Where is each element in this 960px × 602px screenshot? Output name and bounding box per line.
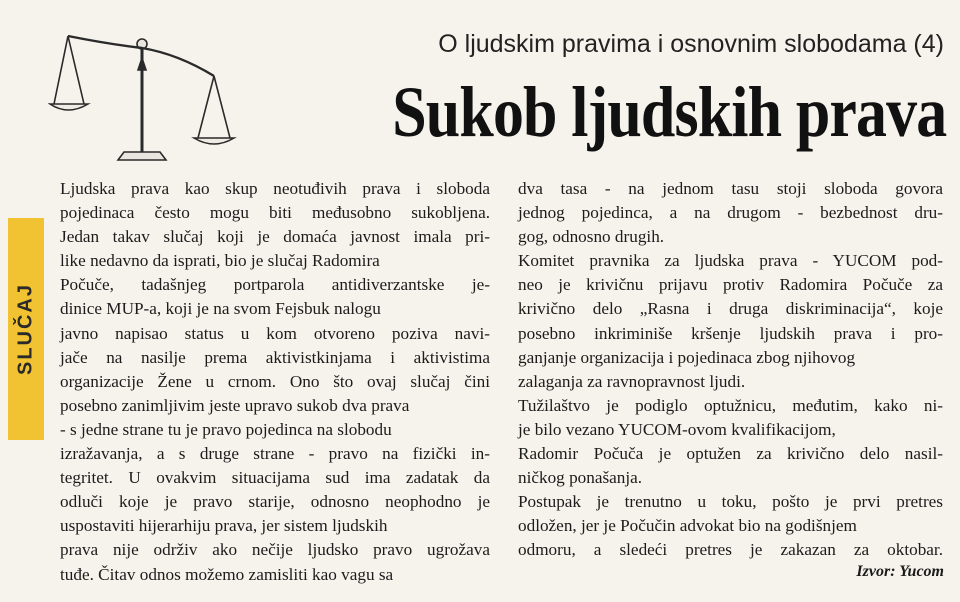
- text-line: posebno inkriminiše kršenje ljudskih prava i pro-: [518, 323, 943, 343]
- text-line: Tužilaštvo je podiglo optužnicu, međutim, kako ni-: [518, 395, 943, 415]
- text-line: ničkog ponašanja.: [518, 468, 643, 488]
- text-line: Jedan takav slučaj koji je domaća javnost imala pri-: [60, 227, 490, 247]
- text-line: Ljudska prava kao skup neotuđivih prava i sloboda: [60, 179, 490, 198]
- text-line: krivično delo „Rasna i druga diskriminacija“, koje: [518, 299, 943, 319]
- text-line: uspostaviti hijerarhiju prava, jer sistem ljudskih: [60, 516, 388, 536]
- text-line: je bilo vezano YUCOM-ovom kvalifikacijom,: [518, 419, 836, 439]
- text-line: jednog pojedinca, a na drugom - bezbednost dru-: [518, 203, 943, 223]
- text-line: tuđe. Čitav odnos možemo zamisliti kao vagu sa: [60, 564, 394, 584]
- text-line: - s jedne strane tu je pravo pojedinca na slobodu: [60, 419, 392, 439]
- text-line: jače na nasilje prema aktivistkinjama i aktivistima: [60, 347, 490, 367]
- text-line: odmoru, a sledeći pretres je zakazan za oktobar.: [518, 540, 943, 560]
- text-line: posebno zanimljivim jeste upravo sukob dva prava: [60, 395, 410, 415]
- text-line: neo je krivičnu prijavu protiv Radomira Počuče za: [518, 275, 943, 295]
- series-title: O ljudskim pravima i osnovnim slobodama (4): [438, 30, 944, 58]
- source-credit: Izvor: Yucom: [856, 563, 944, 580]
- text-line: pojedinaca često mogu biti međusobno sukobljena.: [60, 203, 490, 223]
- text-line: ganjanje organizacija i pojedinaca zbog njihovog: [518, 347, 856, 367]
- article-column-left: [60, 177, 490, 587]
- text-line: odložen, jer je Počučin advokat bio na godišnjem: [518, 516, 857, 536]
- text-line: dva tasa - na jednom tasu stoji sloboda govora: [518, 179, 943, 198]
- section-tab-label: SLUČAJ: [14, 282, 37, 376]
- text-line: javno napisao status u kom otvoreno poziva navi-: [60, 323, 490, 343]
- text-line: Komitet pravnika za ljudska prava - YUCOM pod-: [518, 251, 943, 271]
- text-line: zalaganja za ravnopravnost ljudi.: [518, 371, 746, 391]
- text-line: tegritet. U ovakvim situacijama sud ima zadatak da: [60, 468, 490, 488]
- text-line: dinice MUP-a, koji je na svom Fejsbuk nalogu: [60, 299, 381, 319]
- headline: Sukob ljudskih prava: [391, 72, 946, 152]
- text-line: organizacije Žene u crnom. Ono što ovaj slučaj čini: [60, 371, 490, 391]
- balance-scale-icon: [48, 18, 238, 168]
- text-line: izražavanja, a s druge strane - pravo na fizički in-: [60, 444, 490, 464]
- text-line: Počuče, tadašnjeg portparola antidiverzantske je-: [60, 275, 490, 295]
- text-line: like nedavno da isprati, bio je slučaj Radomira: [60, 251, 380, 271]
- text-line: Radomir Počuča je optužen za krivično delo nasil-: [518, 444, 943, 464]
- text-line: gog, odnosno drugih.: [518, 227, 665, 247]
- text-line: prava nije održiv ako nečije ljudsko pravo ugrožava: [60, 540, 490, 560]
- text-line: Postupak je trenutno u toku, pošto je prvi pretres: [518, 492, 943, 512]
- text-line: odluči koje je pravo starije, odnosno neophodno je: [60, 492, 490, 512]
- article-column-right: [518, 177, 943, 563]
